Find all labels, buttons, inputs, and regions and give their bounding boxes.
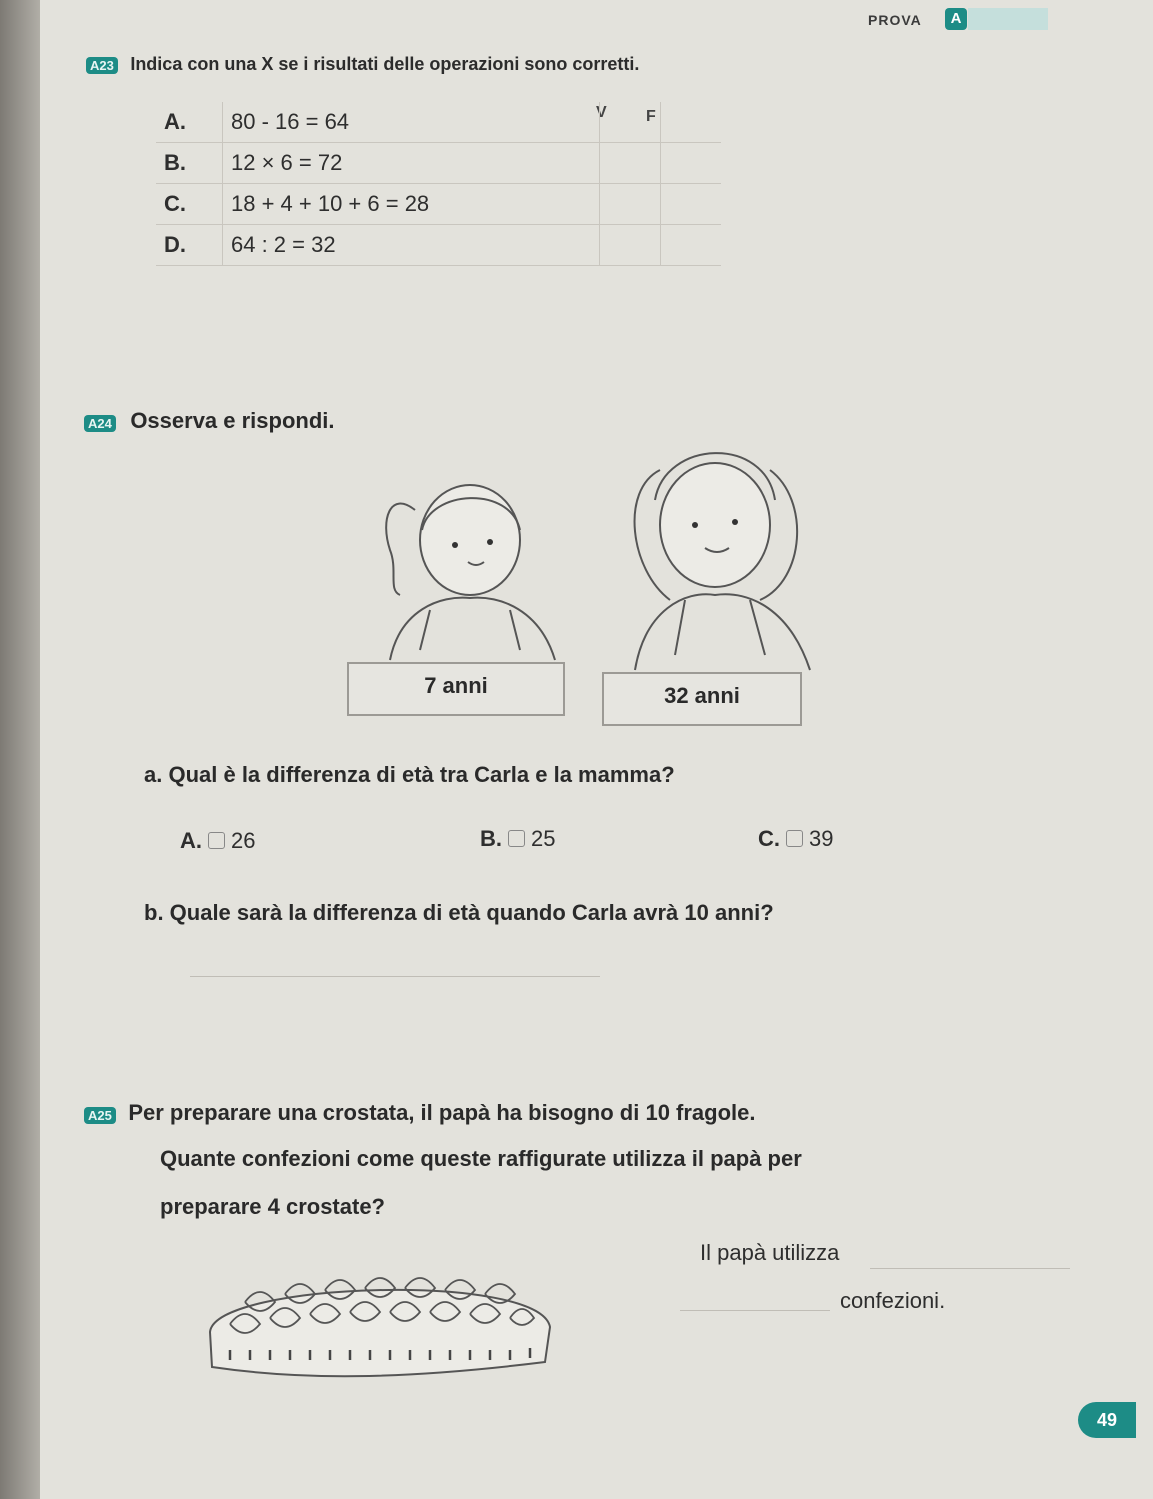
col-f-label: F [646, 108, 656, 125]
v-checkbox[interactable] [600, 102, 661, 143]
f-checkbox[interactable] [661, 184, 722, 225]
prova-label: PROVA [868, 12, 922, 28]
checkbox[interactable] [786, 830, 803, 847]
prova-bar [968, 8, 1048, 30]
book-spine [0, 0, 40, 1499]
table-row [156, 225, 721, 266]
v-checkbox[interactable] [600, 184, 661, 225]
answer-text-2: confezioni. [840, 1288, 946, 1313]
question-b: b. Quale sarà la differenza di età quando Carla avrà 10 anni? [144, 900, 774, 925]
q23-heading [86, 54, 639, 75]
q25-line2: Quante confezioni come queste raffigurate utilizza il papà per [160, 1146, 802, 1171]
answer-blank[interactable] [870, 1268, 1070, 1269]
option-value: 25 [531, 826, 556, 851]
prova-badge: A [945, 8, 967, 30]
option-a[interactable] [180, 828, 255, 854]
row-letter: B. [156, 143, 223, 184]
mom-age-box: 32 anni [602, 672, 802, 726]
girl-age-box: 7 anni [347, 662, 565, 716]
option-value: 39 [809, 826, 834, 851]
answer-blank-number[interactable] [680, 1310, 830, 1311]
workbook-page [40, 0, 1153, 1499]
operation: 12 × 6 = 72 [223, 143, 600, 184]
q24-heading [84, 408, 335, 434]
operation: 80 - 16 = 64 [223, 102, 600, 143]
option-b[interactable] [480, 826, 555, 852]
answer-text-1: Il papà utilizza [700, 1240, 840, 1265]
q25-line1: Per preparare una crostata, il papà ha bisogno di 10 fragole. [128, 1100, 756, 1125]
q25-line3: preparare 4 crostate? [160, 1194, 385, 1219]
q24-instruction: Osserva e rispondi. [130, 408, 335, 433]
option-letter: C. [758, 826, 780, 851]
v-checkbox[interactable] [600, 225, 661, 266]
q25-number: A25 [84, 1107, 116, 1124]
q24-number: A24 [84, 415, 116, 432]
q25-line1-wrap [84, 1100, 756, 1126]
f-checkbox[interactable] [661, 102, 722, 143]
q23-instruction: Indica con una X se i risultati delle operazioni sono corretti. [130, 54, 640, 74]
f-checkbox[interactable] [661, 225, 722, 266]
table-row [156, 143, 721, 184]
col-v-label: V [596, 104, 607, 121]
question-a: a. Qual è la differenza di età tra Carla e la mamma? [144, 762, 675, 787]
v-checkbox[interactable] [600, 143, 661, 184]
operation: 64 : 2 = 32 [223, 225, 600, 266]
mom-illustration [600, 430, 830, 675]
table-row [156, 102, 721, 143]
page-number: 49 [1078, 1402, 1136, 1438]
q23-number: A23 [86, 57, 118, 74]
checkbox[interactable] [508, 830, 525, 847]
row-letter: C. [156, 184, 223, 225]
row-letter: A. [156, 102, 223, 143]
checkbox[interactable] [208, 832, 225, 849]
row-letter: D. [156, 225, 223, 266]
operation: 18 + 4 + 10 + 6 = 28 [223, 184, 600, 225]
option-letter: B. [480, 826, 502, 851]
f-checkbox[interactable] [661, 143, 722, 184]
table-row [156, 184, 721, 225]
girl-illustration [360, 470, 570, 670]
option-value: 26 [231, 828, 256, 853]
true-false-table [156, 102, 721, 266]
strawberry-package-illustration [200, 1262, 560, 1382]
option-letter: A. [180, 828, 202, 853]
answer-line[interactable] [190, 976, 600, 977]
option-c[interactable] [758, 826, 833, 852]
